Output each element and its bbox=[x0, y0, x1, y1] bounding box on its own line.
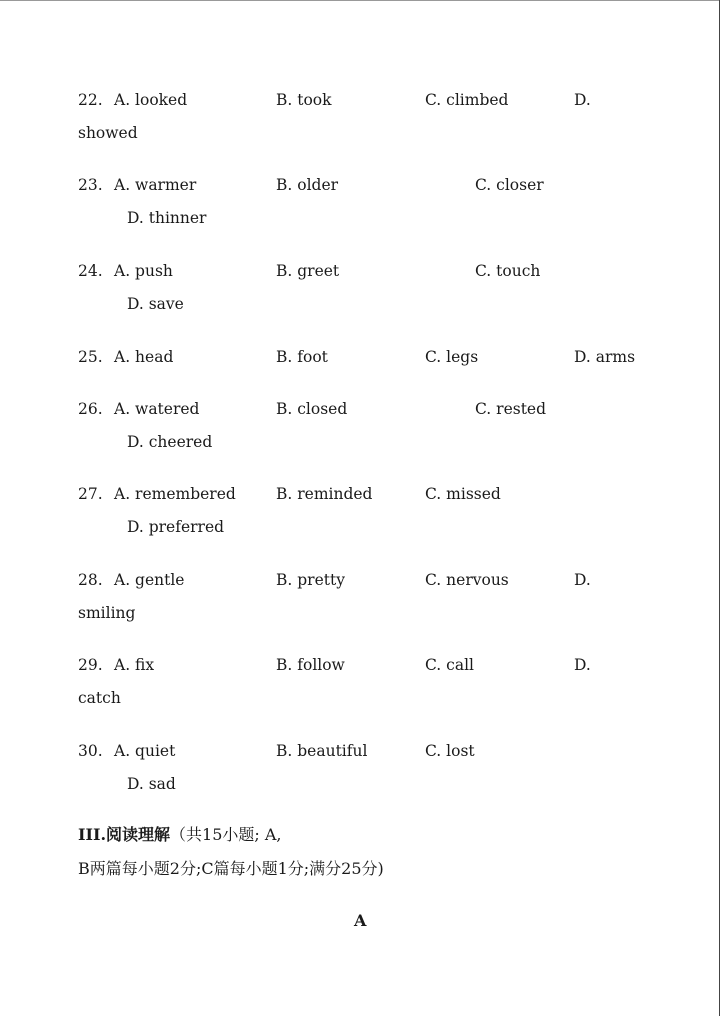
option-d: D. preferred bbox=[127, 518, 225, 536]
question-number: 27. bbox=[78, 485, 103, 503]
option-d-word: smiling bbox=[78, 604, 136, 622]
option-d: D. arms bbox=[574, 348, 636, 366]
option-c: C. climbed bbox=[425, 91, 509, 109]
section-note-line1: （共15小题; A, bbox=[170, 825, 282, 844]
option-b: B. follow bbox=[276, 656, 345, 674]
option-d: D. save bbox=[127, 295, 184, 313]
question-26 bbox=[0, 399, 720, 459]
option-b: B. beautiful bbox=[276, 742, 368, 760]
option-c: C. lost bbox=[425, 742, 475, 760]
section-title: III.阅读理解 bbox=[78, 825, 171, 844]
option-a: A. remembered bbox=[114, 485, 236, 503]
question-27 bbox=[0, 484, 720, 544]
option-c: C. legs bbox=[425, 348, 479, 366]
option-c: C. call bbox=[425, 656, 474, 674]
section-heading bbox=[78, 825, 282, 845]
option-c: C. nervous bbox=[425, 571, 509, 589]
question-22 bbox=[0, 90, 720, 150]
question-number: 29. bbox=[78, 656, 103, 674]
page-top-edge bbox=[0, 0, 720, 1]
question-number: 30. bbox=[78, 742, 103, 760]
option-d-word: catch bbox=[78, 689, 121, 707]
option-d-label: D. bbox=[574, 656, 591, 674]
option-d-label: D. bbox=[574, 91, 591, 109]
option-a: A. looked bbox=[114, 91, 188, 109]
question-23 bbox=[0, 175, 720, 235]
section-note-line2: B两篇每小题2分;C篇每小题1分;满分25分) bbox=[78, 859, 384, 878]
option-b: B. foot bbox=[276, 348, 328, 366]
question-number: 26. bbox=[78, 400, 103, 418]
option-c: C. missed bbox=[425, 485, 501, 503]
option-b: B. pretty bbox=[276, 571, 345, 589]
option-a: A. head bbox=[114, 348, 174, 366]
option-d: D. sad bbox=[127, 775, 176, 793]
question-28 bbox=[0, 570, 720, 630]
option-b: B. older bbox=[276, 176, 339, 194]
question-number: 25. bbox=[78, 348, 103, 366]
question-29 bbox=[0, 655, 720, 715]
option-c: C. rested bbox=[475, 400, 547, 418]
option-d: D. cheered bbox=[127, 433, 213, 451]
option-c: C. touch bbox=[475, 262, 541, 280]
option-a: A. fix bbox=[114, 656, 155, 674]
question-number: 24. bbox=[78, 262, 103, 280]
option-d-word: showed bbox=[78, 124, 138, 142]
question-number: 22. bbox=[78, 91, 103, 109]
question-25 bbox=[0, 347, 720, 407]
option-d-label: D. bbox=[574, 571, 591, 589]
question-24 bbox=[0, 261, 720, 321]
option-c: C. closer bbox=[475, 176, 544, 194]
option-a: A. gentle bbox=[114, 571, 185, 589]
option-d: D. thinner bbox=[127, 209, 207, 227]
option-b: B. greet bbox=[276, 262, 340, 280]
option-b: B. took bbox=[276, 91, 332, 109]
option-b: B. reminded bbox=[276, 485, 373, 503]
passage-label: A bbox=[354, 911, 367, 930]
option-a: A. quiet bbox=[114, 742, 176, 760]
option-a: A. warmer bbox=[114, 176, 197, 194]
option-a: A. watered bbox=[114, 400, 200, 418]
question-30 bbox=[0, 741, 720, 801]
question-number: 28. bbox=[78, 571, 103, 589]
option-b: B. closed bbox=[276, 400, 348, 418]
question-number: 23. bbox=[78, 176, 103, 194]
option-a: A. push bbox=[114, 262, 173, 280]
